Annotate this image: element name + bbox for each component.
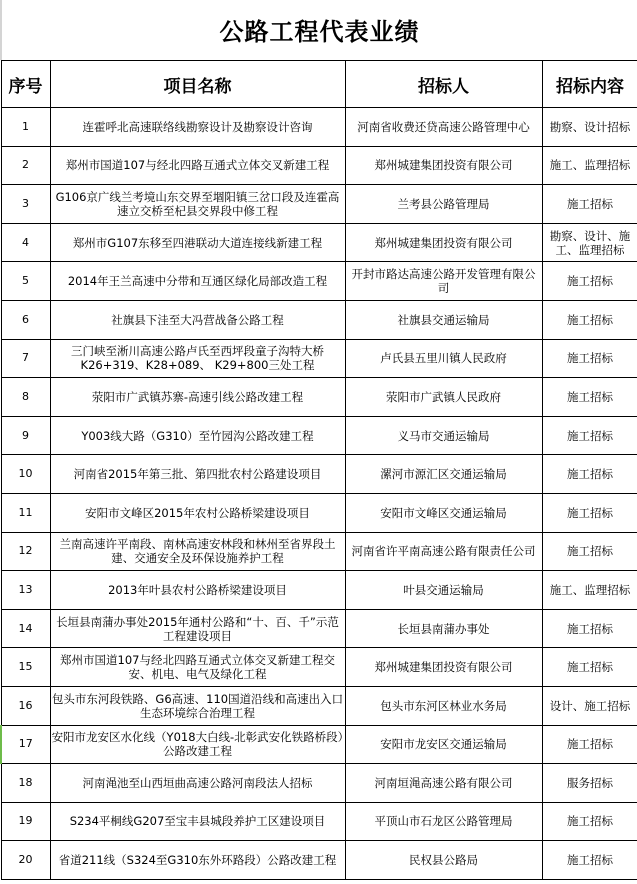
tender-content: 施工招标 bbox=[542, 300, 637, 339]
tender-content: 施工招标 bbox=[542, 802, 637, 841]
header-number: 序号 bbox=[1, 61, 50, 108]
project-name: 社旗县下洼至大冯营战备公路工程 bbox=[50, 300, 345, 339]
row-number: 18 bbox=[1, 764, 50, 803]
tender-content: 施工招标 bbox=[542, 455, 637, 494]
row-number: 2 bbox=[1, 146, 50, 185]
table-row bbox=[1, 300, 637, 339]
project-name: 河南渑池至山西垣曲高速公路河南段法人招标 bbox=[50, 764, 345, 803]
project-name: Y003线大路（G310）至竹园沟公路改建工程 bbox=[50, 416, 345, 455]
project-name: 安阳市文峰区2015年农村公路桥梁建设项目 bbox=[50, 493, 345, 532]
tenderer: 河南垣渑高速公路有限公司 bbox=[345, 764, 542, 803]
row-number: 5 bbox=[1, 262, 50, 301]
page-title: 公路工程代表业绩 bbox=[0, 0, 637, 60]
table-row bbox=[1, 146, 637, 185]
tenderer: 长垣县南蒲办事处 bbox=[345, 609, 542, 648]
project-name: 安阳市龙安区水化线（Y018大白线-北彰武安化铁路桥段）公路改建工程 bbox=[50, 725, 345, 764]
project-name: 三门峡至淅川高速公路卢氏至西坪段童子沟特大桥K26+319、K28+089、 K29+800三处工程 bbox=[50, 339, 345, 378]
tenderer: 包头市东河区林业水务局 bbox=[345, 686, 542, 725]
project-name: 长垣县南蒲办事处2015年通村公路和“十、百、千”示范工程建设项目 bbox=[50, 609, 345, 648]
tender-content: 施工招标 bbox=[542, 841, 637, 880]
tenderer: 义马市交通运输局 bbox=[345, 416, 542, 455]
tender-content: 服务招标 bbox=[542, 764, 637, 803]
row-number: 6 bbox=[1, 300, 50, 339]
project-name: 连霍呼北高速联络线勘察设计及勘察设计咨询 bbox=[50, 108, 345, 147]
table-row bbox=[1, 648, 637, 687]
table-row bbox=[1, 764, 637, 803]
row-number: 3 bbox=[1, 185, 50, 224]
tender-content: 施工、监理招标 bbox=[542, 571, 637, 610]
tenderer: 安阳市文峰区交通运输局 bbox=[345, 493, 542, 532]
tenderer: 郑州城建集团投资有限公司 bbox=[345, 223, 542, 262]
project-name: 兰南高速许平南段、南林高速安林段和林州至省界段土建、交通安全及环保设施养护工程 bbox=[50, 532, 345, 571]
table-row bbox=[1, 493, 637, 532]
tender-content: 施工、监理招标 bbox=[542, 146, 637, 185]
row-number: 15 bbox=[1, 648, 50, 687]
project-name: 郑州市国道107与经北四路互通式立体交叉新建工程交安、机电、电气及绿化工程 bbox=[50, 648, 345, 687]
tenderer: 漯河市源汇区交通运输局 bbox=[345, 455, 542, 494]
table-row bbox=[1, 262, 637, 301]
table-row bbox=[1, 571, 637, 610]
tender-content: 施工招标 bbox=[542, 185, 637, 224]
project-name: 包头市东河段铁路、G6高速、110国道沿线和高速出入口生态环境综合治理工程 bbox=[50, 686, 345, 725]
tender-content: 勘察、设计招标 bbox=[542, 108, 637, 147]
tender-content: 施工招标 bbox=[542, 609, 637, 648]
tenderer: 平顶山市石龙区公路管理局 bbox=[345, 802, 542, 841]
row-number: 12 bbox=[1, 532, 50, 571]
tenderer: 安阳市龙安区交通运输局 bbox=[345, 725, 542, 764]
tenderer: 郑州城建集团投资有限公司 bbox=[345, 146, 542, 185]
project-name: S234平桐线G207至宝丰县城段养护工区建设项目 bbox=[50, 802, 345, 841]
table-row bbox=[1, 802, 637, 841]
row-number: 20 bbox=[1, 841, 50, 880]
tenderer: 荥阳市广武镇人民政府 bbox=[345, 378, 542, 417]
table-row bbox=[1, 686, 637, 725]
project-name: 河南省2015年第三批、第四批农村公路建设项目 bbox=[50, 455, 345, 494]
tender-content: 施工招标 bbox=[542, 339, 637, 378]
tenderer: 叶县交通运输局 bbox=[345, 571, 542, 610]
tender-content: 施工招标 bbox=[542, 262, 637, 301]
table-row bbox=[1, 609, 637, 648]
table-row bbox=[1, 185, 637, 224]
tenderer: 河南省收费还贷高速公路管理中心 bbox=[345, 108, 542, 147]
project-name: 郑州市G107东移至四港联动大道连接线新建工程 bbox=[50, 223, 345, 262]
table-row bbox=[1, 223, 637, 262]
row-number: 10 bbox=[1, 455, 50, 494]
project-name: 省道211线（S324至G310东外环路段）公路改建工程 bbox=[50, 841, 345, 880]
header-row bbox=[1, 61, 637, 108]
row-number: 9 bbox=[1, 416, 50, 455]
row-number: 7 bbox=[1, 339, 50, 378]
tender-content: 施工招标 bbox=[542, 493, 637, 532]
tenderer: 开封市路达高速公路开发管理有限公司 bbox=[345, 262, 542, 301]
project-name: 荥阳市广武镇苏寨-高速引线公路改建工程 bbox=[50, 378, 345, 417]
row-number: 17 bbox=[1, 725, 50, 764]
row-number: 13 bbox=[1, 571, 50, 610]
row-number: 14 bbox=[1, 609, 50, 648]
tenderer: 卢氏县五里川镇人民政府 bbox=[345, 339, 542, 378]
table-row bbox=[1, 378, 637, 417]
tender-content: 施工招标 bbox=[542, 416, 637, 455]
table-row bbox=[1, 532, 637, 571]
table-row bbox=[1, 841, 637, 880]
tenderer: 兰考县公路管理局 bbox=[345, 185, 542, 224]
row-number: 19 bbox=[1, 802, 50, 841]
tender-content: 施工招标 bbox=[542, 532, 637, 571]
table-row bbox=[1, 725, 637, 764]
header-project-name: 项目名称 bbox=[50, 61, 345, 108]
tender-content: 设计、施工招标 bbox=[542, 686, 637, 725]
tender-content: 施工招标 bbox=[542, 648, 637, 687]
header-tenderer: 招标人 bbox=[345, 61, 542, 108]
header-tender-content: 招标内容 bbox=[542, 61, 637, 108]
table-row bbox=[1, 416, 637, 455]
table-row bbox=[1, 108, 637, 147]
tenderer: 河南省许平南高速公路有限责任公司 bbox=[345, 532, 542, 571]
row-number: 4 bbox=[1, 223, 50, 262]
table-row bbox=[1, 455, 637, 494]
table-row bbox=[1, 339, 637, 378]
row-number: 8 bbox=[1, 378, 50, 417]
tenderer: 社旗县交通运输局 bbox=[345, 300, 542, 339]
project-name: 2014年王兰高速中分带和互通区绿化局部改造工程 bbox=[50, 262, 345, 301]
project-name: 2013年叶县农村公路桥梁建设项目 bbox=[50, 571, 345, 610]
row-number: 16 bbox=[1, 686, 50, 725]
tender-content: 勘察、设计、施工、监理招标 bbox=[542, 223, 637, 262]
tenderer: 民权县公路局 bbox=[345, 841, 542, 880]
tender-content: 施工招标 bbox=[542, 378, 637, 417]
performance-table bbox=[0, 60, 637, 880]
project-name: 郑州市国道107与经北四路互通式立体交叉新建工程 bbox=[50, 146, 345, 185]
tender-content: 施工招标 bbox=[542, 725, 637, 764]
row-number: 11 bbox=[1, 493, 50, 532]
row-number: 1 bbox=[1, 108, 50, 147]
tenderer: 郑州城建集团投资有限公司 bbox=[345, 648, 542, 687]
project-name: G106京广线兰考境山东交界至堌阳镇三岔口段及连霍高速立交桥至杞县交界段中修工程 bbox=[50, 185, 345, 224]
